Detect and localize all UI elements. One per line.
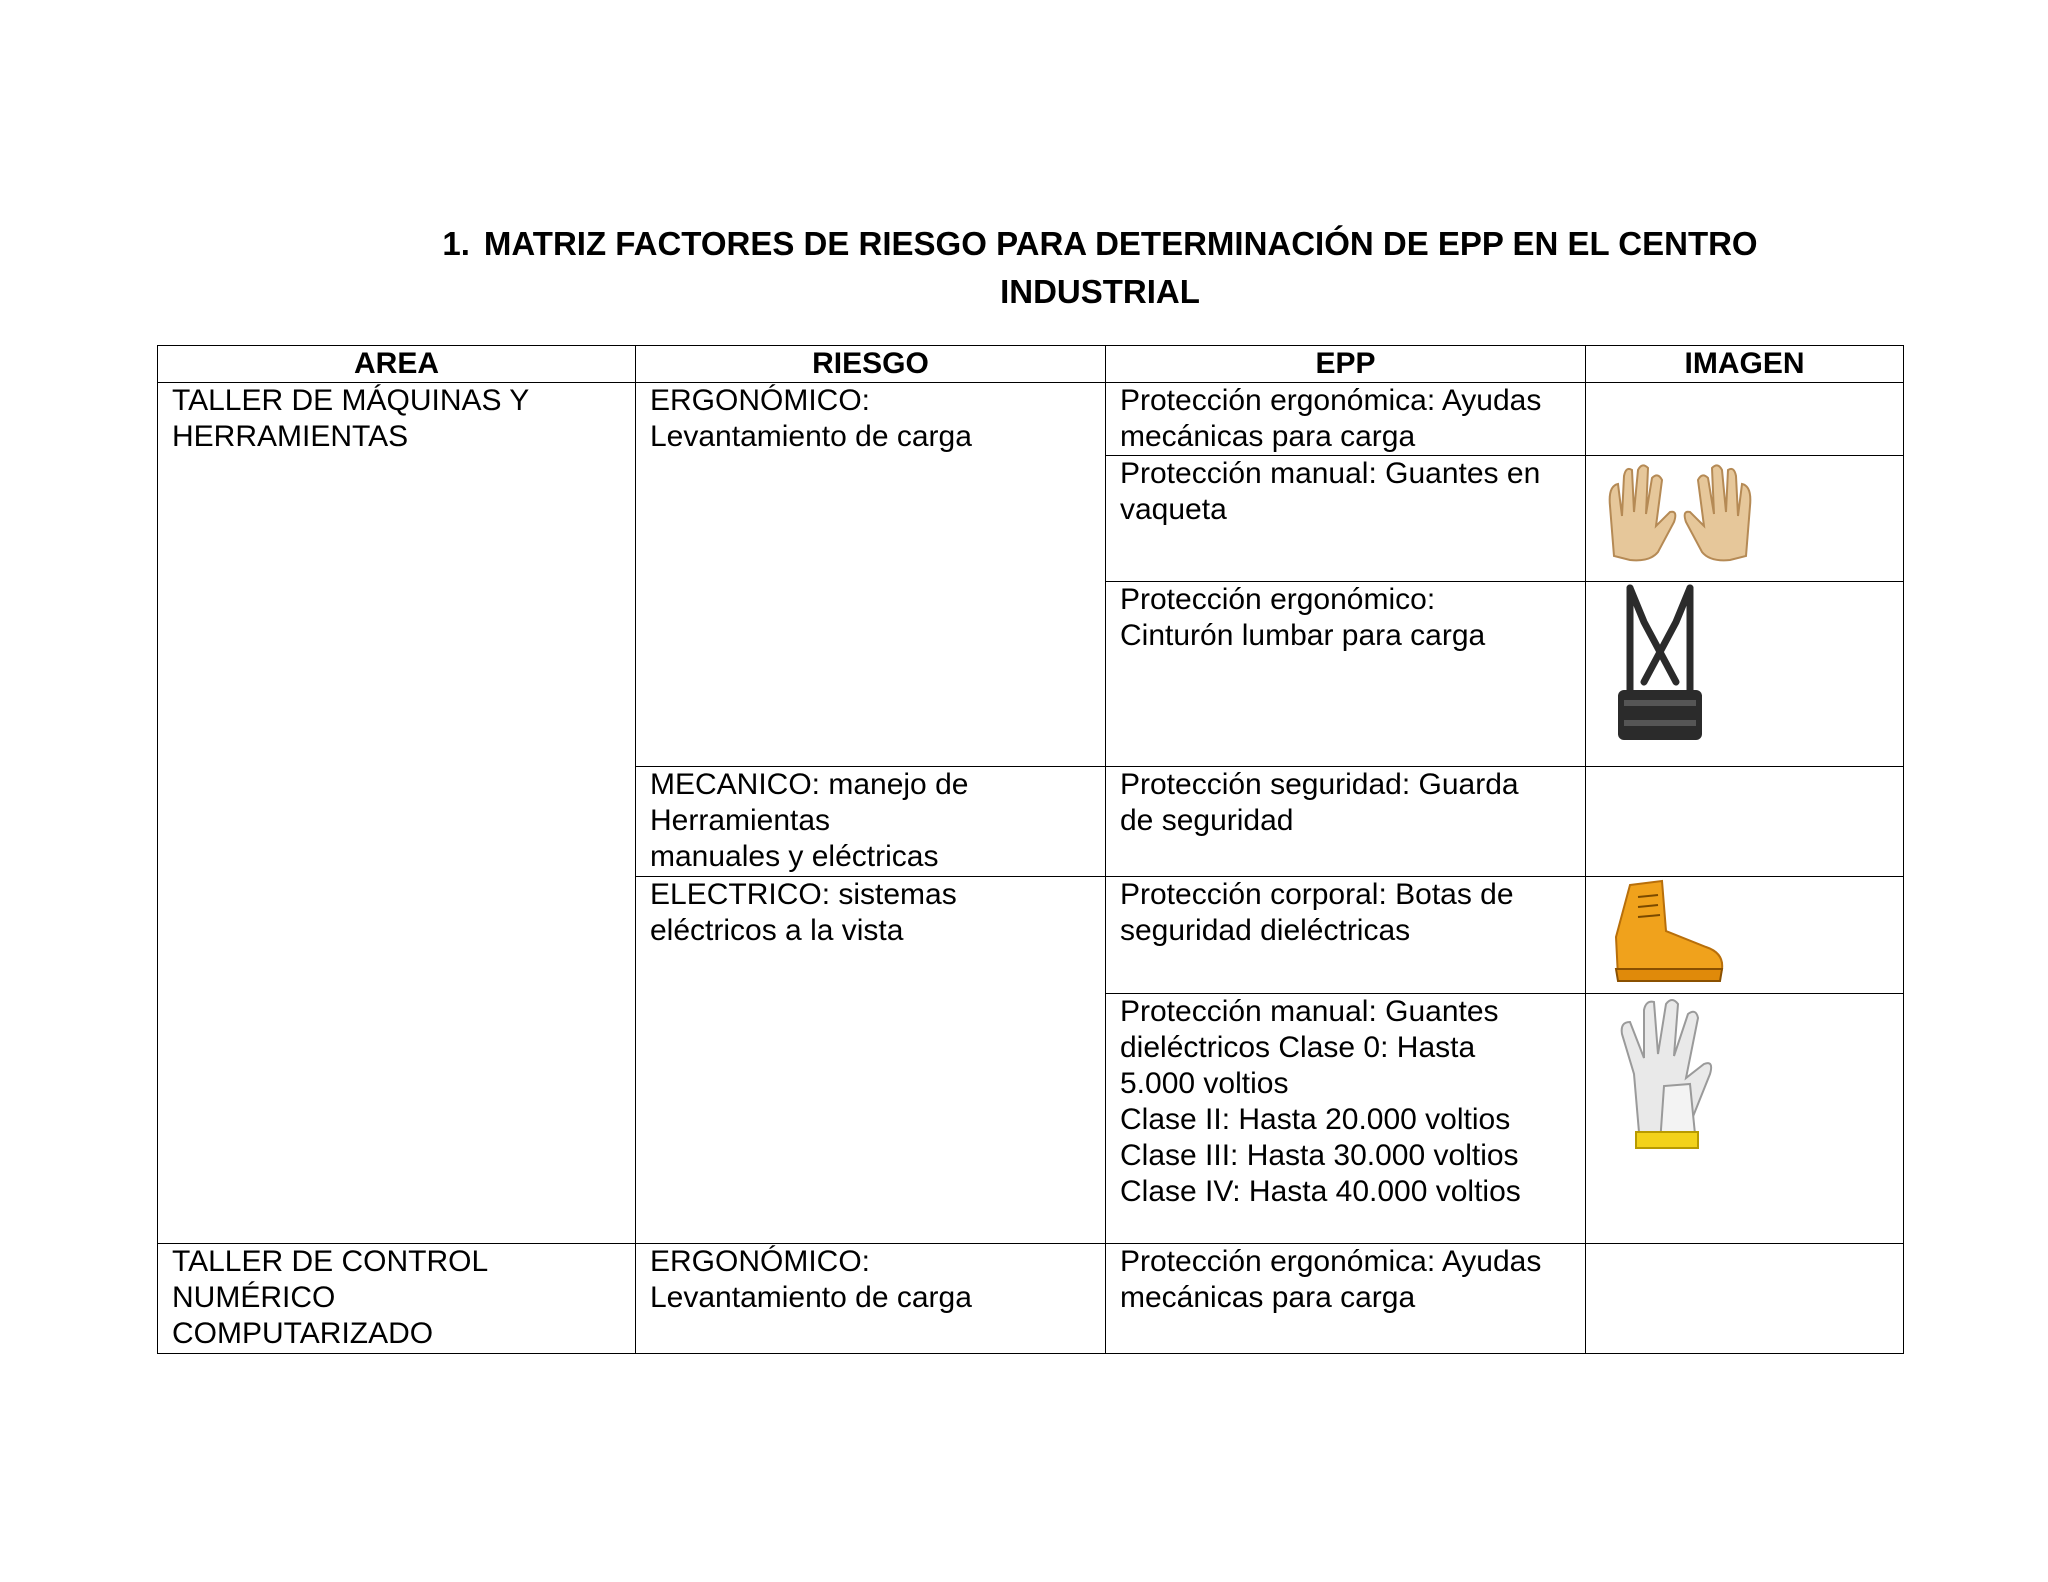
epp-cell: Protección ergonómico: Cinturón lumbar para carga <box>1106 582 1586 767</box>
table-header-row <box>158 346 1904 383</box>
document-title <box>300 220 1900 316</box>
header-epp: EPP <box>1106 346 1586 383</box>
epp-cell: Protección ergonómica: Ayudas mecánicas para carga <box>1106 1244 1586 1354</box>
table-row <box>158 383 1904 456</box>
header-riesgo: RIESGO <box>636 346 1106 383</box>
epp-cell: Protección seguridad: Guarda de seguridad <box>1106 767 1586 877</box>
area-cell: TALLER DE CONTROL NUMÉRICO COMPUTARIZADO <box>158 1244 636 1354</box>
dielectric-gloves-icon <box>1600 994 1730 1154</box>
riesgo-cell: ELECTRICO: sistemas eléctricos a la vista <box>636 877 1106 1244</box>
image-cell <box>1586 994 1904 1244</box>
riesgo-cell: ERGONÓMICO: Levantamiento de carga <box>636 1244 1106 1354</box>
image-cell-empty <box>1586 767 1904 877</box>
epp-cell: Protección manual: Guantes en vaqueta <box>1106 456 1586 582</box>
risk-matrix-table <box>157 345 1904 1354</box>
image-cell <box>1586 877 1904 994</box>
riesgo-cell: ERGONÓMICO: Levantamiento de carga <box>636 383 1106 767</box>
image-cell-empty <box>1586 1244 1904 1354</box>
title-number: 1. <box>442 225 470 262</box>
table-row <box>158 1244 1904 1354</box>
safety-boot-icon <box>1600 877 1730 987</box>
title-text-1: MATRIZ FACTORES DE RIESGO PARA DETERMINACIÓN DE EPP EN EL CENTRO <box>483 225 1758 262</box>
title-line-1 <box>300 220 1900 268</box>
epp-cell: Protección manual: Guantes dieléctricos Clase 0: Hasta 5.000 voltios Clase II: Hasta 20.000 voltios Clase III: Hasta 30.000 voltios Clase IV: Hasta 40.000 voltios <box>1106 994 1586 1244</box>
title-line-2: INDUSTRIAL <box>1000 273 1200 310</box>
header-imagen: IMAGEN <box>1586 346 1904 383</box>
epp-cell: Protección ergonómica: Ayudas mecánicas para carga <box>1106 383 1586 456</box>
riesgo-cell: MECANICO: manejo de Herramientas manuales y eléctricas <box>636 767 1106 877</box>
area-cell: TALLER DE MÁQUINAS Y HERRAMIENTAS <box>158 383 636 1244</box>
image-cell-empty <box>1586 383 1904 456</box>
image-cell <box>1586 456 1904 582</box>
header-area: AREA <box>158 346 636 383</box>
image-cell <box>1586 582 1904 767</box>
lumbar-belt-icon <box>1600 582 1720 752</box>
epp-cell: Protección corporal: Botas de seguridad dieléctricas <box>1106 877 1586 994</box>
leather-gloves-icon <box>1600 456 1760 566</box>
